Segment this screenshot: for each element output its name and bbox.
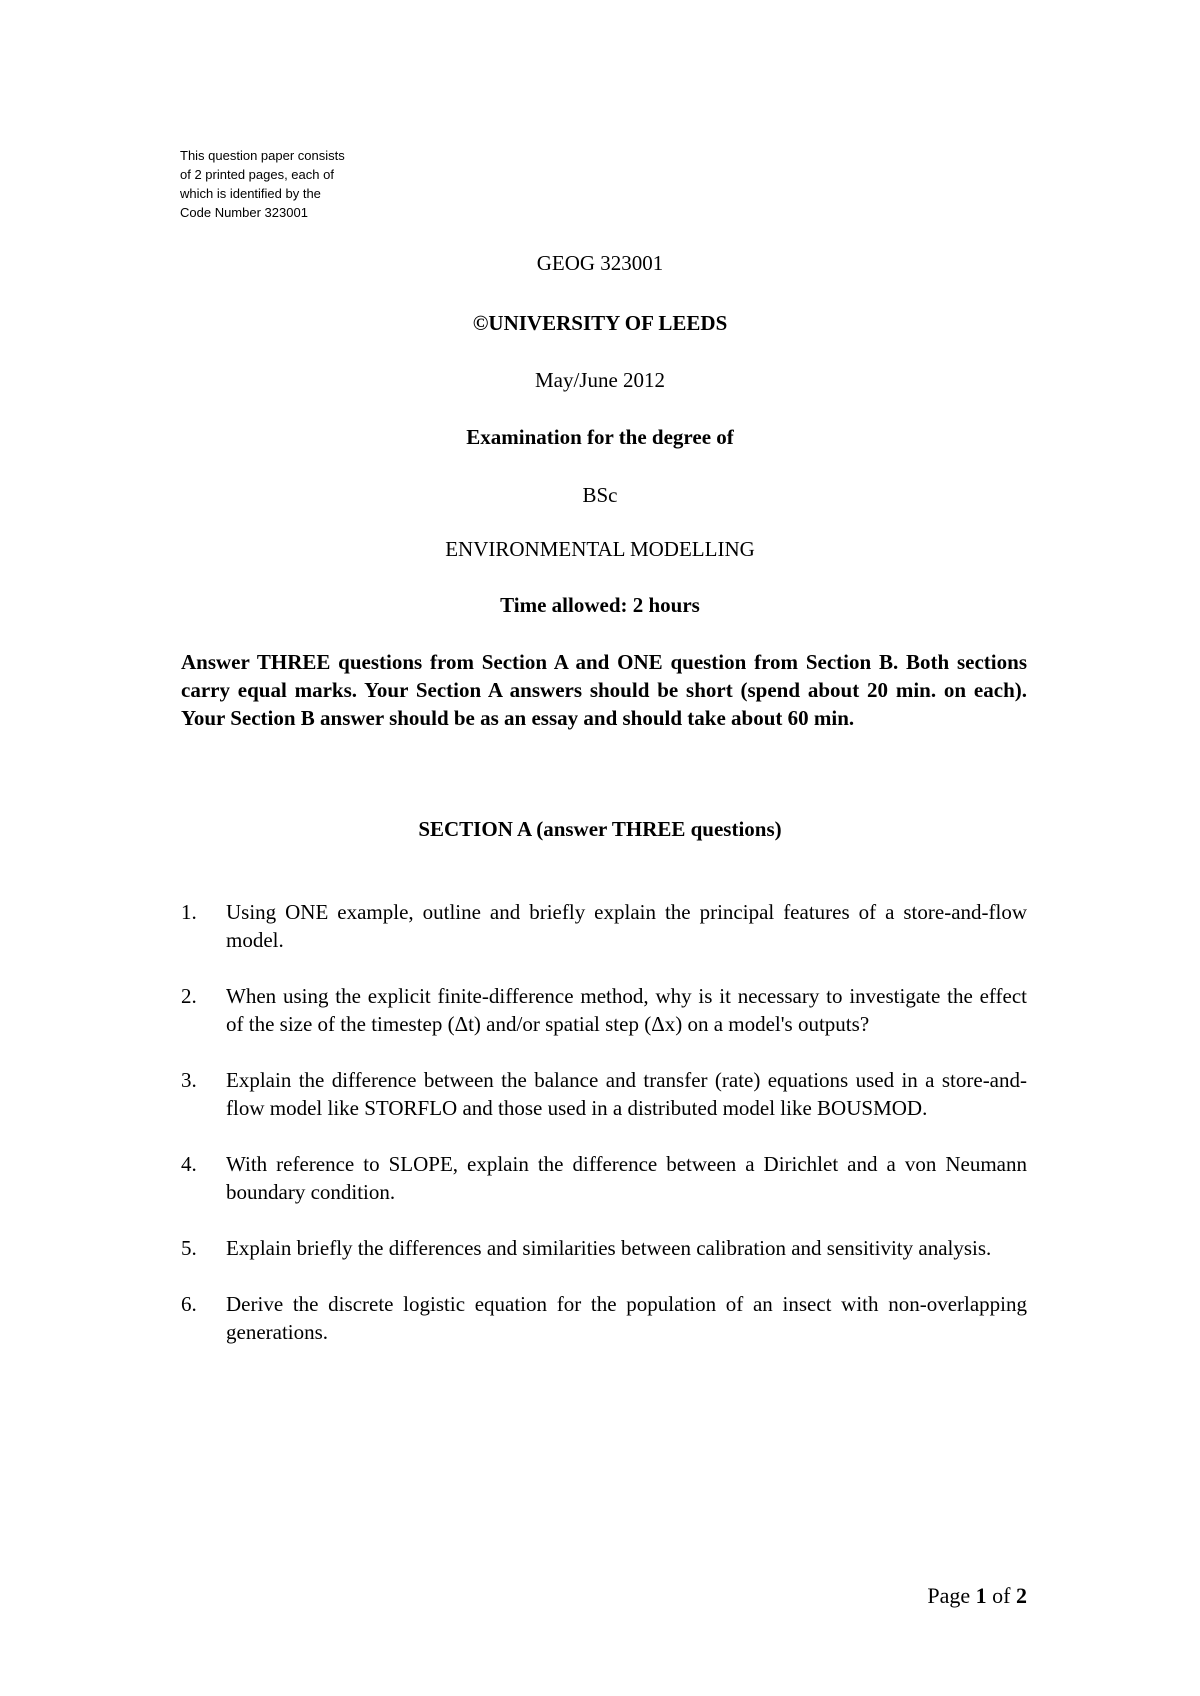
page-of: of bbox=[992, 1583, 1011, 1608]
page-footer bbox=[927, 1582, 1027, 1610]
time-allowed: Time allowed: 2 hours bbox=[500, 593, 700, 617]
question-text: Explain briefly the differences and similarities between calibration and sensitivity analysis. bbox=[226, 1236, 992, 1260]
question-item bbox=[181, 1066, 1027, 1122]
page-total: 2 bbox=[1016, 1583, 1027, 1608]
notice-line: which is identified by the bbox=[180, 186, 321, 201]
question-number: 5. bbox=[181, 1236, 197, 1260]
question-item bbox=[181, 1234, 1027, 1262]
question-item bbox=[181, 1150, 1027, 1206]
university-name: ©UNIVERSITY OF LEEDS bbox=[472, 311, 728, 335]
question-text: Explain the difference between the balance and transfer (rate) equations used in a store-and-flow model like STORFLO and those used in a distributed model like BOUSMOD. bbox=[226, 1068, 1027, 1120]
question-number: 4. bbox=[181, 1152, 197, 1176]
page-count-notice bbox=[180, 146, 400, 222]
question-number: 1. bbox=[181, 900, 197, 924]
question-text: When using the explicit finite-difference method, why is it necessary to investigate the effect of the size of the timestep (Δt) and/or spatial step (Δx) on a model's outputs? bbox=[226, 984, 1027, 1036]
exam-instructions: Answer THREE questions from Section A and ONE question from Section B. Both sections carry equal marks. Your Section A answers should be short (spend about 20 min. on each). Your Section B answer should be as an essay and should take about 60 min. bbox=[181, 650, 1027, 730]
question-text: Derive the discrete logistic equation for the population of an insect with non-overlapping generations. bbox=[226, 1292, 1027, 1344]
exam-degree-label: Examination for the degree of bbox=[466, 425, 734, 449]
page-current: 1 bbox=[975, 1583, 987, 1608]
module-code: GEOG 323001 bbox=[536, 251, 664, 275]
question-text: With reference to SLOPE, explain the difference between a Dirichlet and a von Neumann boundary condition. bbox=[226, 1152, 1027, 1204]
exam-date: May/June 2012 bbox=[534, 368, 666, 392]
question-number: 3. bbox=[181, 1068, 197, 1092]
page-label: Page bbox=[927, 1583, 971, 1608]
notice-line: Code Number 323001 bbox=[180, 205, 308, 220]
module-title: ENVIRONMENTAL MODELLING bbox=[445, 537, 755, 561]
question-text: Using ONE example, outline and briefly explain the principal features of a store-and-flow model. bbox=[226, 900, 1027, 952]
question-item bbox=[181, 898, 1027, 954]
question-item bbox=[181, 1290, 1027, 1346]
question-number: 6. bbox=[181, 1292, 197, 1316]
notice-line: of 2 printed pages, each of bbox=[180, 167, 334, 182]
degree-name: BSc bbox=[582, 483, 618, 507]
question-item bbox=[181, 982, 1027, 1038]
question-list bbox=[181, 898, 1027, 1374]
notice-line: This question paper consists bbox=[180, 148, 345, 163]
question-number: 2. bbox=[181, 984, 197, 1008]
section-a-heading: SECTION A (answer THREE questions) bbox=[418, 817, 782, 841]
